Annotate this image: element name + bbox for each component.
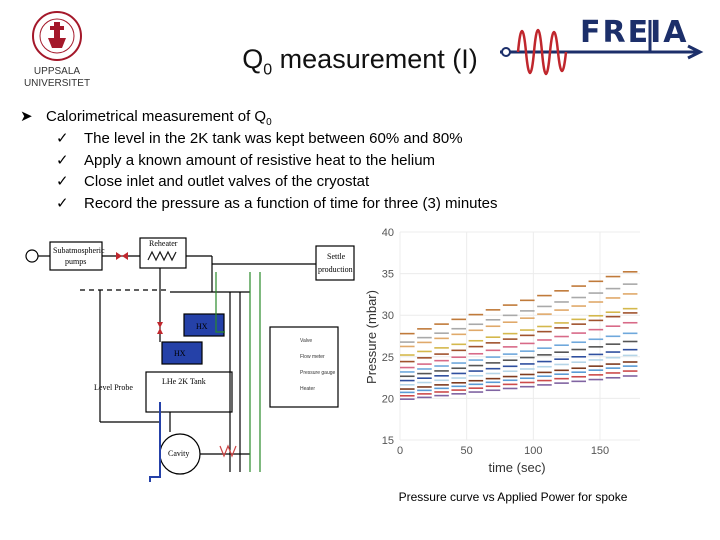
series-line <box>400 323 637 368</box>
checkmark-icon: ✓ <box>56 151 69 169</box>
header <box>0 0 720 102</box>
level-probe-label: Level Probe <box>94 383 133 392</box>
y-tick-label: 15 <box>381 435 394 447</box>
series-line <box>400 371 637 396</box>
chart-caption: Pressure curve vs Applied Power for spoke <box>398 490 628 504</box>
sub-bullet <box>20 128 700 150</box>
y-tick-label: 20 <box>381 393 394 406</box>
settle-label: Settle <box>327 252 346 261</box>
arrow-bullet-icon: ➤ <box>20 108 33 125</box>
legend-flow-meter: Flow meter <box>300 354 325 360</box>
sub-bullet-text: Close inlet and outlet valves of the cryostat <box>84 173 370 190</box>
sub-bullet-text: Apply a known amount of resistive heat to the helium <box>84 151 436 169</box>
chart-ylabel: Pressure (mbar) <box>364 290 379 384</box>
main-bullet <box>20 106 700 128</box>
checkmark-icon: ✓ <box>56 130 69 147</box>
lhe-tank-label: LHe 2K Tank <box>162 377 206 386</box>
y-tick-label: 40 <box>381 227 394 239</box>
legend-pressure-gauge: Pressure gauge <box>300 370 336 376</box>
pressure-chart <box>362 222 662 482</box>
bullet-list <box>20 106 700 214</box>
checkmark-icon: ✓ <box>56 194 69 212</box>
cavity-label: Cavity <box>168 449 190 458</box>
legend-valve: Valve <box>300 338 313 344</box>
x-tick-label: 0 <box>396 445 404 457</box>
y-tick-label: 35 <box>381 268 394 281</box>
chart-series <box>400 272 637 399</box>
title-subscript: 0 <box>263 61 273 79</box>
subatmospheric-label: Subatmospheric <box>53 246 105 255</box>
uu-logo-line1: UPPSALA <box>33 66 81 77</box>
freia-logo-text: FREIA <box>580 15 689 50</box>
main-bullet-subscript: 0 <box>266 117 272 128</box>
reheater-label: Reheater <box>149 239 178 248</box>
sub-bullet-text: Record the pressure as a function of time for three (3) minutes <box>84 194 498 212</box>
main-bullet-text: Calorimetrical measurement of Q <box>46 108 267 125</box>
y-tick-label: 25 <box>381 351 394 364</box>
freia-logo <box>500 6 710 96</box>
title-rest: measurement (I) <box>272 44 478 74</box>
sub-bullet-text: The level in the 2K tank was kept between 60% and 80% <box>84 130 463 147</box>
sub-bullet <box>20 193 700 215</box>
x-tick-label: 50 <box>460 445 473 457</box>
cryostat-schematic <box>20 232 365 494</box>
hx-label: HX <box>196 322 208 331</box>
sub-bullet <box>20 150 700 172</box>
sub-bullet <box>20 171 700 193</box>
uu-logo-line2: UNIVERSITET <box>23 78 91 89</box>
y-tick-label: 30 <box>381 310 394 323</box>
pumps-label: pumps <box>65 257 87 266</box>
x-tick-label: 100 <box>524 445 543 457</box>
production-label: production <box>318 265 353 274</box>
series-line <box>400 284 637 342</box>
hx2-label: HX <box>174 349 186 358</box>
title-q: Q <box>242 44 264 74</box>
chart-xlabel: time (sec) <box>488 460 546 475</box>
checkmark-icon: ✓ <box>56 173 69 190</box>
legend-heater: Heater <box>300 386 316 392</box>
series-line <box>400 341 637 376</box>
x-tick-label: 150 <box>590 445 610 457</box>
